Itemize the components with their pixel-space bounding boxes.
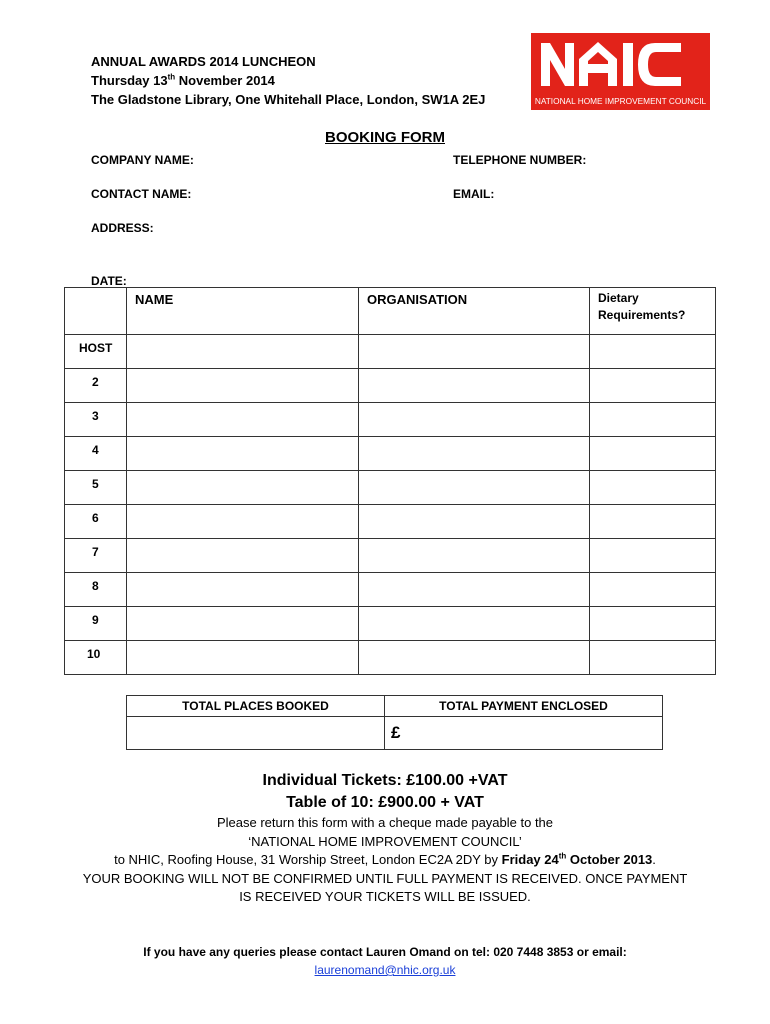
row-label: 8 bbox=[65, 573, 127, 607]
contact-info bbox=[0, 943, 770, 979]
guest-table bbox=[64, 287, 716, 675]
guest-table-header bbox=[65, 288, 716, 335]
total-places-field[interactable] bbox=[127, 717, 385, 750]
dietary-cell[interactable] bbox=[590, 437, 716, 471]
table-row bbox=[65, 539, 716, 573]
event-header bbox=[91, 52, 485, 109]
name-column-header: NAME bbox=[127, 288, 359, 335]
organisation-cell[interactable] bbox=[359, 403, 590, 437]
table-row bbox=[65, 641, 716, 675]
table-row bbox=[65, 403, 716, 437]
table-price: Table of 10: £900.00 + VAT bbox=[286, 794, 484, 811]
form-title: BOOKING FORM bbox=[325, 129, 445, 146]
row-label: 6 bbox=[65, 505, 127, 539]
dietary-cell[interactable] bbox=[590, 403, 716, 437]
dietary-cell[interactable] bbox=[590, 539, 716, 573]
organisation-cell[interactable] bbox=[359, 539, 590, 573]
row-label-header bbox=[65, 288, 127, 335]
row-label: 4 bbox=[65, 437, 127, 471]
dietary-cell[interactable] bbox=[590, 335, 716, 369]
organisation-cell[interactable] bbox=[359, 437, 590, 471]
instruction-line: IS RECEIVED YOUR TICKETS WILL BE ISSUED. bbox=[239, 889, 531, 904]
individual-price: Individual Tickets: £100.00 +VAT bbox=[262, 772, 508, 789]
event-name: ANNUAL AWARDS 2014 LUNCHEON bbox=[91, 54, 316, 69]
dietary-cell[interactable] bbox=[590, 471, 716, 505]
telephone-label: TELEPHONE NUMBER: bbox=[453, 153, 587, 167]
logo-subtitle: NATIONAL HOME IMPROVEMENT COUNCIL bbox=[534, 96, 707, 106]
return-instructions bbox=[0, 814, 770, 907]
row-label: 9 bbox=[65, 607, 127, 641]
organisation-cell[interactable] bbox=[359, 573, 590, 607]
organisation-cell[interactable] bbox=[359, 607, 590, 641]
instruction-line: Please return this form with a cheque made payable to the bbox=[216, 815, 554, 830]
table-row bbox=[65, 471, 716, 505]
name-cell[interactable] bbox=[127, 403, 359, 437]
email-label: EMAIL: bbox=[453, 187, 495, 201]
total-payment-label: TOTAL PAYMENT ENCLOSED bbox=[385, 696, 663, 717]
dietary-cell[interactable] bbox=[590, 369, 716, 403]
dietary-column-header: Dietary Requirements? bbox=[590, 288, 716, 335]
organisation-column-header: ORGANISATION bbox=[359, 288, 590, 335]
name-cell[interactable] bbox=[127, 369, 359, 403]
instruction-line: to NHIC, Roofing House, 31 Worship Street, London EC2A 2DY by Friday 24th October 2013. bbox=[114, 851, 656, 867]
table-row bbox=[65, 335, 716, 369]
row-label: 10 bbox=[65, 641, 127, 675]
email-link[interactable]: laurenomand@nhic.org.uk bbox=[314, 963, 456, 977]
nhic-logo bbox=[531, 33, 710, 110]
event-date: Thursday 13th November 2014 bbox=[91, 72, 275, 88]
organisation-cell[interactable] bbox=[359, 641, 590, 675]
row-label: 2 bbox=[65, 369, 127, 403]
total-places-label: TOTAL PLACES BOOKED bbox=[127, 696, 385, 717]
name-cell[interactable] bbox=[127, 505, 359, 539]
query-text: If you have any queries please contact Lauren Omand on tel: 020 7448 3853 or email: bbox=[143, 945, 627, 959]
table-row bbox=[65, 573, 716, 607]
table-row bbox=[65, 437, 716, 471]
dietary-cell[interactable] bbox=[590, 505, 716, 539]
currency-symbol: £ bbox=[391, 723, 401, 742]
totals-table bbox=[126, 695, 663, 750]
name-cell[interactable] bbox=[127, 607, 359, 641]
row-label: 7 bbox=[65, 539, 127, 573]
organisation-cell[interactable] bbox=[359, 335, 590, 369]
name-cell[interactable] bbox=[127, 335, 359, 369]
name-cell[interactable] bbox=[127, 539, 359, 573]
row-label: 5 bbox=[65, 471, 127, 505]
table-row bbox=[65, 607, 716, 641]
event-venue: The Gladstone Library, One Whitehall Place, London, SW1A 2EJ bbox=[91, 92, 486, 107]
date-label: DATE: bbox=[91, 274, 127, 288]
pricing bbox=[0, 770, 770, 814]
name-cell[interactable] bbox=[127, 641, 359, 675]
company-name-label: COMPANY NAME: bbox=[91, 153, 194, 167]
organisation-cell[interactable] bbox=[359, 369, 590, 403]
dietary-cell[interactable] bbox=[590, 641, 716, 675]
name-cell[interactable] bbox=[127, 573, 359, 607]
contact-name-label: CONTACT NAME: bbox=[91, 187, 192, 201]
deadline: Friday 24th October 2013 bbox=[501, 851, 653, 867]
organisation-cell[interactable] bbox=[359, 505, 590, 539]
name-cell[interactable] bbox=[127, 437, 359, 471]
dietary-cell[interactable] bbox=[590, 573, 716, 607]
name-cell[interactable] bbox=[127, 471, 359, 505]
dietary-cell[interactable] bbox=[590, 607, 716, 641]
row-label: HOST bbox=[65, 335, 127, 369]
organisation-cell[interactable] bbox=[359, 471, 590, 505]
table-row bbox=[65, 505, 716, 539]
instruction-line: ‘NATIONAL HOME IMPROVEMENT COUNCIL’ bbox=[248, 833, 522, 849]
instruction-line: YOUR BOOKING WILL NOT BE CONFIRMED UNTIL FULL PAYMENT IS RECEIVED. ONCE PAYMENT bbox=[82, 870, 688, 886]
address-label: ADDRESS: bbox=[91, 221, 154, 235]
total-payment-field[interactable] bbox=[385, 717, 663, 750]
table-row bbox=[65, 369, 716, 403]
row-label: 3 bbox=[65, 403, 127, 437]
